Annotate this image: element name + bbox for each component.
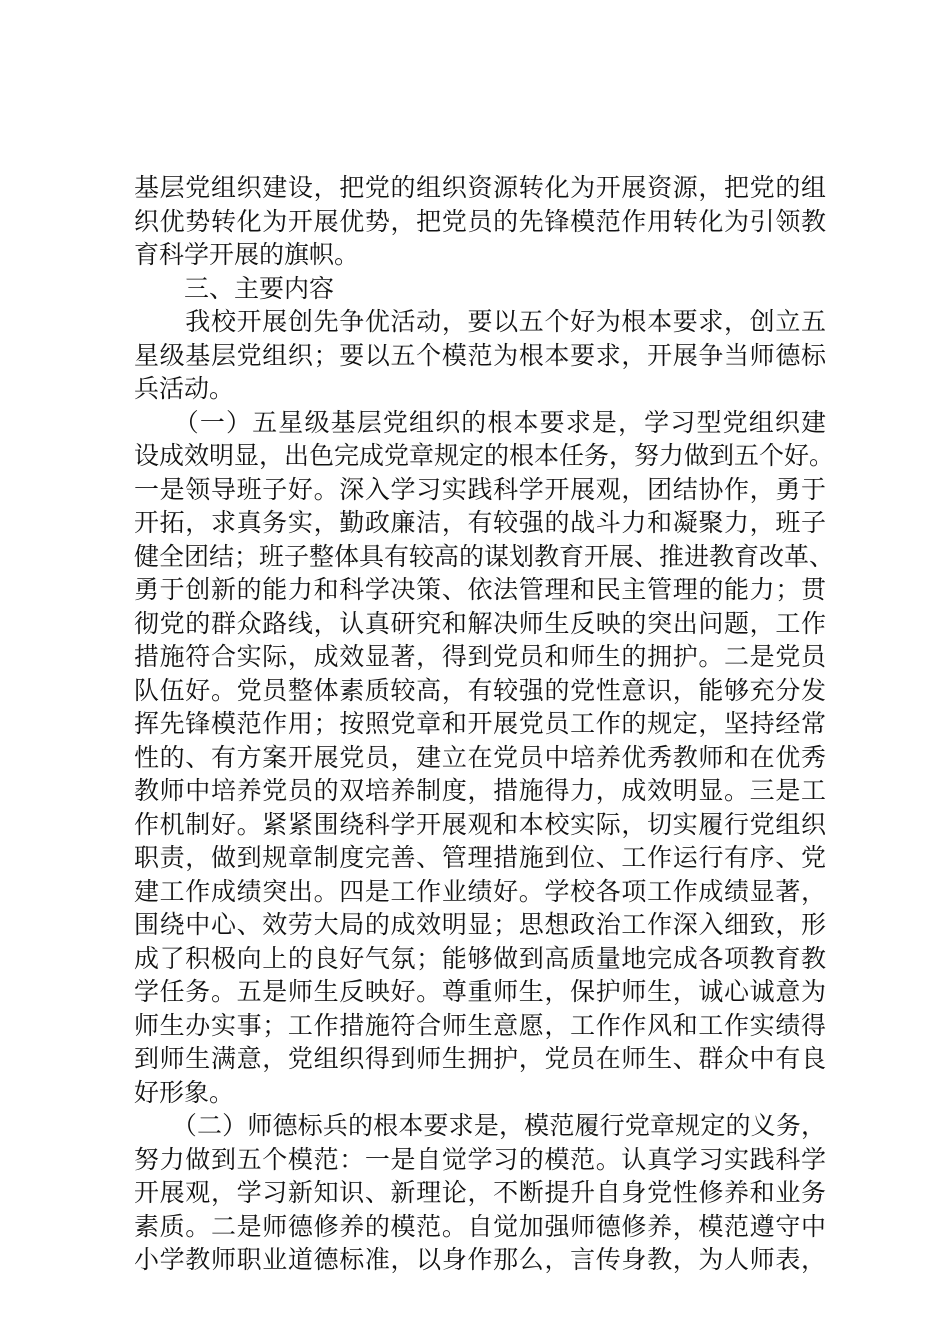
text-line: （一）五星级基层党组织的根本要求是，学习型党组织建 xyxy=(134,407,826,437)
text-line: 作机制好。紧紧围绕科学开展观和本校实际，切实履行党组织 xyxy=(134,809,826,839)
text-line: 兵活动。 xyxy=(134,374,235,403)
text-line: 围绕中心、效劳大局的成效明显；思想政治工作深入细致，形 xyxy=(134,910,826,939)
text-line: 素质。二是师德修养的模范。自觉加强师德修养，模范遵守中 xyxy=(134,1211,826,1241)
text-line: 学任务。五是师生反映好。尊重师生，保护师生，诚心诚意为 xyxy=(134,977,826,1006)
text-line: 性的、有方案开展党员，建立在党员中培养优秀教师和在优秀 xyxy=(134,742,826,772)
text-line: 努力做到五个模范：一是自觉学习的模范。认真学习实践科学 xyxy=(134,1144,826,1174)
text-line: 建工作成绩突出。四是工作业绩好。学校各项工作成绩显著， xyxy=(134,876,826,906)
body-text xyxy=(134,171,835,1277)
text-line: 好形象。 xyxy=(134,1077,235,1107)
text-line: 三、主要内容 xyxy=(134,273,335,303)
text-line: 我校开展创先争优活动，要以五个好为根本要求，创立五 xyxy=(134,307,826,336)
text-line: 到师生满意，党组织得到师生拥护，党员在师生、群众中有良 xyxy=(134,1044,826,1073)
text-line: 织优势转化为开展优势，把党员的先锋模范作用转化为引领教 xyxy=(134,206,826,236)
text-line: 师生办实事；工作措施符合师生意愿，工作作风和工作实绩得 xyxy=(134,1010,826,1040)
text-line: 健全团结；班子整体具有较高的谋划教育开展、推进教育改革、 xyxy=(134,541,835,571)
text-line: （二）师德标兵的根本要求是，模范履行党章规定的义务， xyxy=(134,1111,826,1140)
text-line: 设成效明显，出色完成党章规定的根本任务，努力做到五个好。 xyxy=(134,441,835,470)
text-line: 勇于创新的能力和科学决策、依法管理和民主管理的能力；贯 xyxy=(134,575,826,604)
text-line: 育科学开展的旗帜。 xyxy=(134,240,360,269)
text-line: 开拓，求真务实，勤政廉洁，有较强的战斗力和凝聚力，班子 xyxy=(134,508,826,537)
text-line: 措施符合实际，成效显著，得到党员和师生的拥护。二是党员 xyxy=(134,642,826,671)
text-line: 开展观，学习新知识、新理论，不断提升自身党性修养和业务 xyxy=(134,1178,826,1207)
text-line: 职责，做到规章制度完善、管理措施到位、工作运行有序、党 xyxy=(134,843,826,872)
text-line: 小学教师职业道德标准，以身作那么，言传身教，为人师表， xyxy=(134,1245,826,1274)
text-line: 队伍好。党员整体素质较高，有较强的党性意识，能够充分发 xyxy=(134,675,826,705)
text-line: 基层党组织建设，把党的组织资源转化为开展资源，把党的组 xyxy=(134,173,826,202)
text-line: 教师中培养党员的双培养制度，措施得力，成效明显。三是工 xyxy=(134,776,826,805)
text-line: 一是领导班子好。深入学习实践科学开展观，团结协作，勇于 xyxy=(134,474,826,504)
text-line: 彻党的群众路线，认真研究和解决师生反映的突出问题，工作 xyxy=(134,608,826,638)
text-line: 星级基层党组织；要以五个模范为根本要求，开展争当师德标 xyxy=(134,340,826,370)
text-line: 成了积极向上的良好气氛；能够做到高质量地完成各项教育教 xyxy=(134,943,826,973)
text-line: 挥先锋模范作用；按照党章和开展党员工作的规定，坚持经常 xyxy=(134,709,826,738)
